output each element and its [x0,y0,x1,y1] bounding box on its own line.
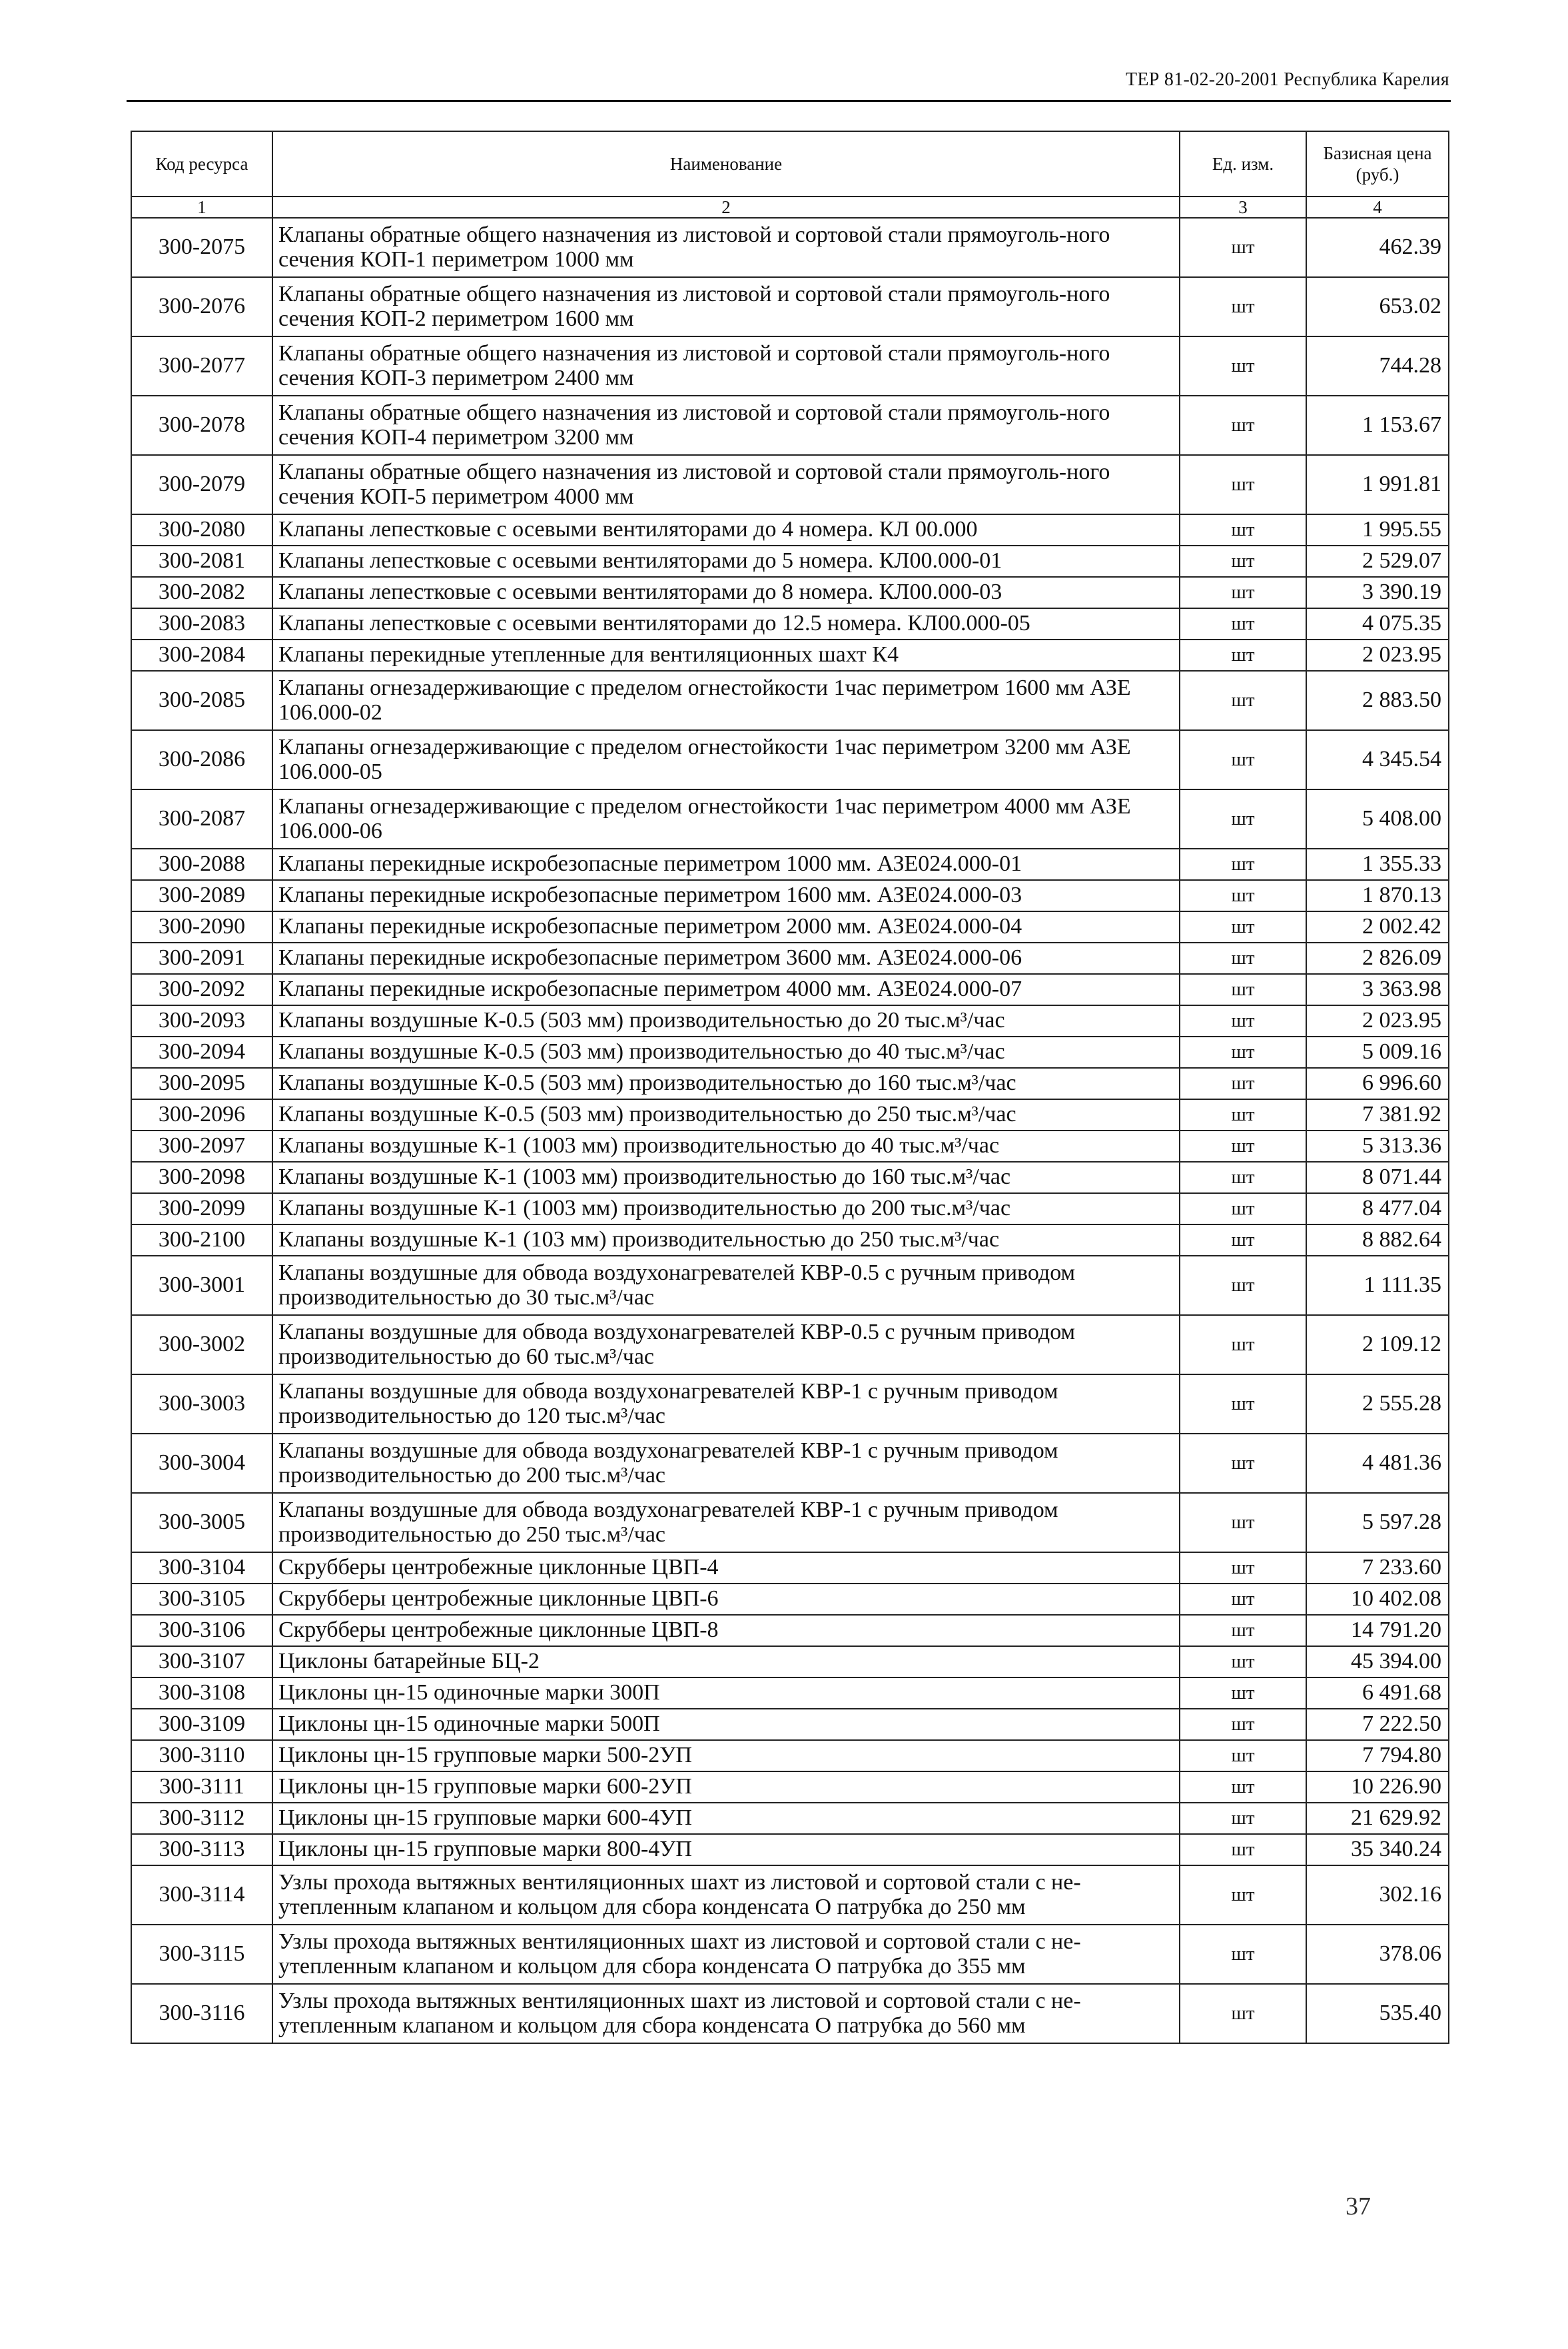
cell-unit: шт [1180,1005,1306,1037]
cell-price: 35 340.24 [1306,1834,1449,1865]
cell-name: Клапаны воздушные для обвода воздухонагревателей КВР-0.5 с ручным приводом производительностью до 30 тыс.м³/час [272,1256,1180,1315]
cell-name: Скрубберы центробежные циклонные ЦВП-6 [272,1584,1180,1615]
cell-price: 2 883.50 [1306,671,1449,730]
cell-unit: шт [1180,730,1306,789]
table-row [131,336,1449,396]
table-row [131,577,1449,608]
cell-code: 300-3005 [131,1493,272,1552]
table-row [131,1865,1449,1925]
table-row [131,277,1449,336]
cell-name: Клапаны обратные общего назначения из листовой и сортовой стали прямоуголь-ного сечения КОП-2 периметром 1600 мм [272,277,1180,336]
cell-code: 300-2090 [131,911,272,943]
cell-code: 300-2080 [131,514,272,546]
col-number: 1 [131,197,272,218]
cell-price: 2 023.95 [1306,1005,1449,1037]
cell-name: Скрубберы центробежные циклонные ЦВП-8 [272,1615,1180,1646]
cell-code: 300-3113 [131,1834,272,1865]
cell-name: Клапаны огнезадерживающие с пределом огнестойкости 1час периметром 4000 мм АЗЕ 106.000-06 [272,789,1180,849]
cell-price: 462.39 [1306,218,1449,277]
header-rule [127,100,1451,102]
table-row [131,911,1449,943]
cell-code: 300-2091 [131,943,272,974]
cell-unit: шт [1180,671,1306,730]
cell-unit: шт [1180,1584,1306,1615]
table-row [131,1646,1449,1677]
cell-code: 300-2099 [131,1193,272,1224]
cell-code: 300-2096 [131,1099,272,1131]
cell-price: 3 363.98 [1306,974,1449,1005]
cell-name: Клапаны воздушные для обвода воздухонагревателей КВР-1 с ручным приводом производительностью до 200 тыс.м³/час [272,1434,1180,1493]
cell-unit: шт [1180,396,1306,455]
cell-name: Циклоны цн-15 групповые марки 800-4УП [272,1834,1180,1865]
cell-name: Клапаны перекидные искробезопасные периметром 1000 мм. АЗЕ024.000-01 [272,849,1180,880]
cell-code: 300-3002 [131,1315,272,1374]
cell-code: 300-2097 [131,1131,272,1162]
cell-unit: шт [1180,1834,1306,1865]
cell-unit: шт [1180,1434,1306,1493]
table-row [131,218,1449,277]
table-row [131,1834,1449,1865]
cell-code: 300-3004 [131,1434,272,1493]
cell-price: 2 109.12 [1306,1315,1449,1374]
cell-price: 8 882.64 [1306,1224,1449,1256]
cell-unit: шт [1180,218,1306,277]
cell-price: 6 491.68 [1306,1677,1449,1709]
table-row [131,943,1449,974]
cell-unit: шт [1180,640,1306,671]
cell-code: 300-2094 [131,1037,272,1068]
cell-code: 300-3109 [131,1709,272,1740]
table-body [131,218,1449,2043]
cell-unit: шт [1180,880,1306,911]
cell-unit: шт [1180,1068,1306,1099]
cell-code: 300-2089 [131,880,272,911]
cell-price: 4 345.54 [1306,730,1449,789]
cell-unit: шт [1180,1037,1306,1068]
table-row [131,1193,1449,1224]
cell-name: Узлы прохода вытяжных вентиляционных шахт из листовой и сортовой стали с не-утепленным клапаном и кольцом для сбора конденсата О патрубка до 250 мм [272,1865,1180,1925]
table-row [131,396,1449,455]
cell-code: 300-2098 [131,1162,272,1193]
cell-name: Клапаны воздушные К-0.5 (503 мм) производительностью до 40 тыс.м³/час [272,1037,1180,1068]
cell-name: Клапаны обратные общего назначения из листовой и сортовой стали прямоуголь-ного сечения КОП-4 периметром 3200 мм [272,396,1180,455]
table-row [131,1584,1449,1615]
cell-name: Циклоны цн-15 одиночные марки 300П [272,1677,1180,1709]
cell-code: 300-3001 [131,1256,272,1315]
cell-name: Клапаны огнезадерживающие с пределом огнестойкости 1час периметром 3200 мм АЗЕ 106.000-05 [272,730,1180,789]
table-row [131,1677,1449,1709]
cell-price: 653.02 [1306,277,1449,336]
col-header-code: Код ресурса [131,131,272,197]
cell-code: 300-2087 [131,789,272,849]
table-row [131,730,1449,789]
cell-name: Клапаны лепестковые с осевыми вентиляторами до 5 номера. КЛ00.000-01 [272,546,1180,577]
table-row [131,1005,1449,1037]
table-row [131,1740,1449,1771]
cell-price: 45 394.00 [1306,1646,1449,1677]
cell-unit: шт [1180,943,1306,974]
cell-name: Узлы прохода вытяжных вентиляционных шахт из листовой и сортовой стали с не-утепленным клапаном и кольцом для сбора конденсата О патрубка до 560 мм [272,1984,1180,2043]
cell-name: Клапаны обратные общего назначения из листовой и сортовой стали прямоуголь-ного сечения КОП-1 периметром 1000 мм [272,218,1180,277]
cell-name: Клапаны перекидные искробезопасные периметром 3600 мм. АЗЕ024.000-06 [272,943,1180,974]
table-row [131,1493,1449,1552]
table-row [131,880,1449,911]
price-table [131,131,1449,2044]
cell-code: 300-2082 [131,577,272,608]
cell-code: 300-3106 [131,1615,272,1646]
cell-name: Клапаны воздушные К-1 (103 мм) производительностью до 250 тыс.м³/час [272,1224,1180,1256]
cell-code: 300-2075 [131,218,272,277]
cell-unit: шт [1180,1709,1306,1740]
cell-unit: шт [1180,455,1306,514]
cell-price: 6 996.60 [1306,1068,1449,1099]
table-header-row [131,131,1449,197]
cell-price: 1 870.13 [1306,880,1449,911]
cell-price: 535.40 [1306,1984,1449,2043]
cell-name: Клапаны воздушные К-1 (1003 мм) производительностью до 160 тыс.м³/час [272,1162,1180,1193]
table-row [131,1099,1449,1131]
cell-unit: шт [1180,608,1306,640]
cell-price: 4 075.35 [1306,608,1449,640]
table-row [131,1068,1449,1099]
cell-name: Клапаны перекидные утепленные для вентиляционных шахт К4 [272,640,1180,671]
cell-price: 2 529.07 [1306,546,1449,577]
cell-price: 2 023.95 [1306,640,1449,671]
table-row [131,640,1449,671]
cell-name: Клапаны воздушные К-1 (1003 мм) производительностью до 200 тыс.м³/час [272,1193,1180,1224]
cell-unit: шт [1180,911,1306,943]
cell-code: 300-2077 [131,336,272,396]
cell-price: 2 826.09 [1306,943,1449,974]
cell-code: 300-2088 [131,849,272,880]
cell-unit: шт [1180,1162,1306,1193]
cell-unit: шт [1180,1984,1306,2043]
cell-price: 10 402.08 [1306,1584,1449,1615]
cell-unit: шт [1180,1740,1306,1771]
cell-name: Клапаны обратные общего назначения из листовой и сортовой стали прямоуголь-ного сечения КОП-3 периметром 2400 мм [272,336,1180,396]
cell-name: Клапаны лепестковые с осевыми вентиляторами до 8 номера. КЛ00.000-03 [272,577,1180,608]
cell-unit: шт [1180,277,1306,336]
cell-name: Циклоны цн-15 групповые марки 600-2УП [272,1771,1180,1803]
cell-price: 1 995.55 [1306,514,1449,546]
cell-price: 1 991.81 [1306,455,1449,514]
cell-code: 300-2086 [131,730,272,789]
cell-name: Клапаны огнезадерживающие с пределом огнестойкости 1час периметром 1600 мм АЗЕ 106.000-02 [272,671,1180,730]
table-row [131,671,1449,730]
cell-unit: шт [1180,849,1306,880]
cell-name: Клапаны воздушные К-0.5 (503 мм) производительностью до 160 тыс.м³/час [272,1068,1180,1099]
cell-unit: шт [1180,1493,1306,1552]
cell-price: 744.28 [1306,336,1449,396]
table-row [131,849,1449,880]
cell-code: 300-2079 [131,455,272,514]
cell-price: 7 794.80 [1306,1740,1449,1771]
table-row [131,455,1449,514]
cell-name: Циклоны цн-15 одиночные марки 500П [272,1709,1180,1740]
cell-code: 300-3116 [131,1984,272,2043]
col-header-price: Базисная цена (руб.) [1306,131,1449,197]
table-row [131,546,1449,577]
table-row [131,789,1449,849]
cell-price: 5 597.28 [1306,1493,1449,1552]
table-row [131,1162,1449,1193]
cell-unit: шт [1180,1646,1306,1677]
cell-code: 300-2085 [131,671,272,730]
table-row [131,1984,1449,2043]
col-number: 2 [272,197,1180,218]
document-header: ТЕР 81-02-20-2001 Республика Карелия [1125,69,1449,90]
cell-name: Циклоны цн-15 групповые марки 500-2УП [272,1740,1180,1771]
cell-name: Клапаны лепестковые с осевыми вентиляторами до 12.5 номера. КЛ00.000-05 [272,608,1180,640]
cell-price: 378.06 [1306,1925,1449,1984]
cell-unit: шт [1180,1552,1306,1584]
cell-unit: шт [1180,336,1306,396]
cell-price: 1 153.67 [1306,396,1449,455]
cell-code: 300-3111 [131,1771,272,1803]
cell-name: Узлы прохода вытяжных вентиляционных шахт из листовой и сортовой стали с не-утепленным клапаном и кольцом для сбора конденсата О патрубка до 355 мм [272,1925,1180,1984]
table-row [131,608,1449,640]
cell-price: 5 408.00 [1306,789,1449,849]
cell-unit: шт [1180,1099,1306,1131]
cell-code: 300-3115 [131,1925,272,1984]
cell-name: Клапаны обратные общего назначения из листовой и сортовой стали прямоуголь-ного сечения КОП-5 периметром 4000 мм [272,455,1180,514]
table-row [131,1803,1449,1834]
cell-price: 7 233.60 [1306,1552,1449,1584]
cell-code: 300-2093 [131,1005,272,1037]
table-row [131,1434,1449,1493]
page-number: 37 [1346,2192,1371,2220]
cell-code: 300-3112 [131,1803,272,1834]
cell-code: 300-2081 [131,546,272,577]
cell-price: 4 481.36 [1306,1434,1449,1493]
cell-unit: шт [1180,1865,1306,1925]
cell-name: Клапаны воздушные К-1 (1003 мм) производительностью до 40 тыс.м³/час [272,1131,1180,1162]
cell-code: 300-3104 [131,1552,272,1584]
cell-price: 14 791.20 [1306,1615,1449,1646]
col-number: 3 [1180,197,1306,218]
cell-code: 300-3105 [131,1584,272,1615]
cell-unit: шт [1180,1803,1306,1834]
cell-code: 300-2078 [131,396,272,455]
cell-name: Циклоны цн-15 групповые марки 600-4УП [272,1803,1180,1834]
cell-name: Клапаны воздушные К-0.5 (503 мм) производительностью до 250 тыс.м³/час [272,1099,1180,1131]
table-row [131,514,1449,546]
cell-unit: шт [1180,514,1306,546]
cell-price: 1 111.35 [1306,1256,1449,1315]
cell-name: Циклоны батарейные БЦ-2 [272,1646,1180,1677]
table-row [131,1709,1449,1740]
cell-price: 302.16 [1306,1865,1449,1925]
cell-unit: шт [1180,1315,1306,1374]
cell-price: 10 226.90 [1306,1771,1449,1803]
cell-unit: шт [1180,546,1306,577]
cell-unit: шт [1180,1224,1306,1256]
cell-name: Клапаны перекидные искробезопасные периметром 1600 мм. АЗЕ024.000-03 [272,880,1180,911]
cell-unit: шт [1180,1374,1306,1434]
table-row [131,1315,1449,1374]
cell-price: 8 477.04 [1306,1193,1449,1224]
col-header-unit: Ед. изм. [1180,131,1306,197]
cell-price: 1 355.33 [1306,849,1449,880]
cell-code: 300-3110 [131,1740,272,1771]
cell-name: Клапаны воздушные для обвода воздухонагревателей КВР-0.5 с ручным приводом производительностью до 60 тыс.м³/час [272,1315,1180,1374]
table-row [131,1552,1449,1584]
cell-unit: шт [1180,1771,1306,1803]
cell-code: 300-3114 [131,1865,272,1925]
cell-name: Клапаны лепестковые с осевыми вентиляторами до 4 номера. КЛ 00.000 [272,514,1180,546]
table-row [131,1224,1449,1256]
table-row [131,974,1449,1005]
cell-unit: шт [1180,1615,1306,1646]
table-row [131,1771,1449,1803]
cell-code: 300-3108 [131,1677,272,1709]
cell-name: Клапаны воздушные К-0.5 (503 мм) производительностью до 20 тыс.м³/час [272,1005,1180,1037]
cell-unit: шт [1180,789,1306,849]
cell-price: 21 629.92 [1306,1803,1449,1834]
table-row [131,1615,1449,1646]
cell-price: 5 009.16 [1306,1037,1449,1068]
col-header-name: Наименование [272,131,1180,197]
cell-price: 2 002.42 [1306,911,1449,943]
cell-price: 7 381.92 [1306,1099,1449,1131]
cell-code: 300-2100 [131,1224,272,1256]
cell-unit: шт [1180,1193,1306,1224]
cell-price: 5 313.36 [1306,1131,1449,1162]
column-numbers-row [131,197,1449,218]
cell-price: 3 390.19 [1306,577,1449,608]
cell-name: Клапаны воздушные для обвода воздухонагревателей КВР-1 с ручным приводом производительностью до 120 тыс.м³/час [272,1374,1180,1434]
cell-unit: шт [1180,974,1306,1005]
cell-code: 300-3003 [131,1374,272,1434]
cell-name: Скрубберы центробежные циклонные ЦВП-4 [272,1552,1180,1584]
cell-price: 7 222.50 [1306,1709,1449,1740]
table-row [131,1037,1449,1068]
cell-price: 8 071.44 [1306,1162,1449,1193]
cell-name: Клапаны перекидные искробезопасные периметром 4000 мм. АЗЕ024.000-07 [272,974,1180,1005]
cell-name: Клапаны воздушные для обвода воздухонагревателей КВР-1 с ручным приводом производительностью до 250 тыс.м³/час [272,1493,1180,1552]
cell-unit: шт [1180,1131,1306,1162]
cell-unit: шт [1180,1677,1306,1709]
table-row [131,1131,1449,1162]
cell-name: Клапаны перекидные искробезопасные периметром 2000 мм. АЗЕ024.000-04 [272,911,1180,943]
table-row [131,1925,1449,1984]
cell-unit: шт [1180,1256,1306,1315]
cell-unit: шт [1180,1925,1306,1984]
cell-code: 300-2076 [131,277,272,336]
cell-code: 300-3107 [131,1646,272,1677]
cell-price: 2 555.28 [1306,1374,1449,1434]
cell-code: 300-2092 [131,974,272,1005]
table-row [131,1256,1449,1315]
col-number: 4 [1306,197,1449,218]
cell-code: 300-2084 [131,640,272,671]
cell-unit: шт [1180,577,1306,608]
cell-code: 300-2095 [131,1068,272,1099]
table-row [131,1374,1449,1434]
cell-code: 300-2083 [131,608,272,640]
